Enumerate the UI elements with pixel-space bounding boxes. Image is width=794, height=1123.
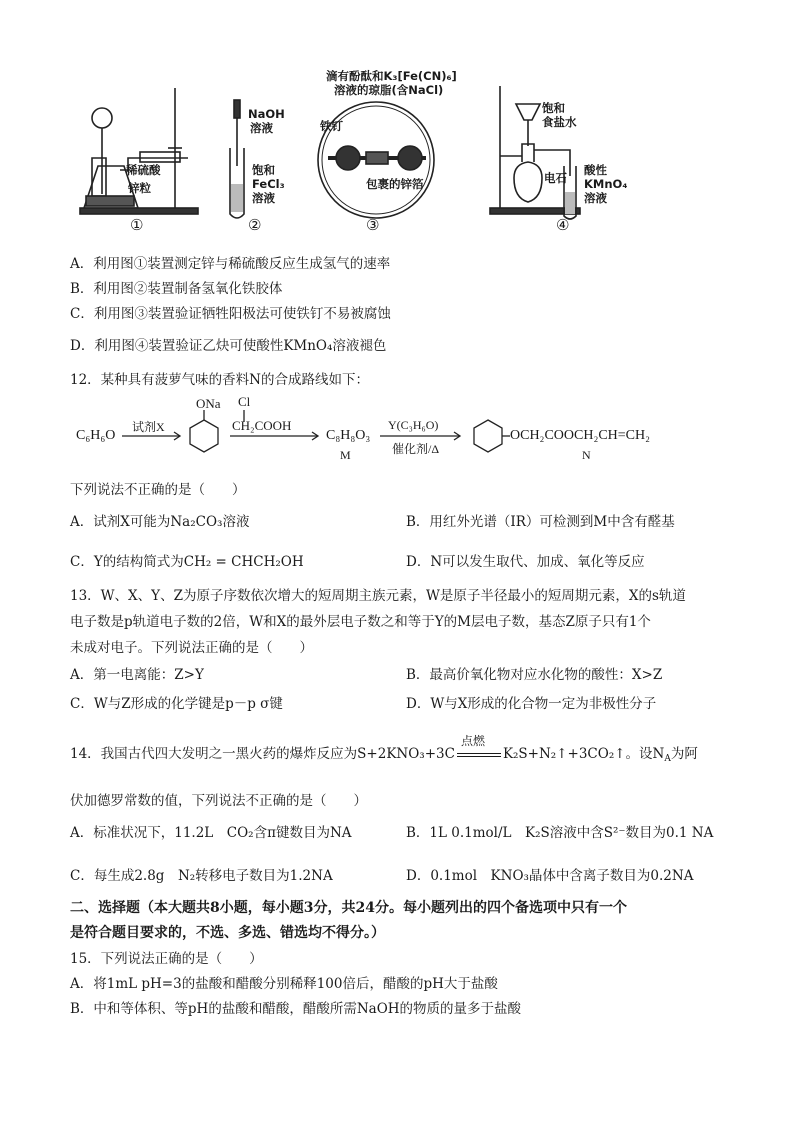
label-iron-nail: 铁钉 [320, 119, 343, 133]
q15-option-b: B．中和等体积、等pH的盐酸和醋酸，醋酸所需NaOH的物质的量多于盐酸 [70, 1001, 522, 1017]
q12-question: 下列说法不正确的是（ ） [70, 482, 246, 498]
label-zinc-granules: 锌粒 [128, 181, 151, 195]
q14-option-d: D．0.1mol KNO₃晶体中含离子数目为0.2NA [406, 868, 694, 884]
q13-line1: 13．W、X、Y、Z为原子序数依次增大的短周期主族元素，W是原子半径最小的短周期元素，X的s轨道 [70, 588, 686, 604]
scheme-cl: Cl [238, 394, 251, 409]
q13-line2: 电子数是p轨道电子数的2倍，W和X的最外层电子数之和等于Y的M层电子数，基态Z原子只有1个 [70, 614, 651, 630]
scheme-y-reagent: Y(C₃H₆O) [388, 418, 439, 432]
q11-option-a: A．利用图①装置测定锌与稀硫酸反应生成氢气的速率 [70, 256, 391, 272]
q14-condition-wrap [455, 734, 503, 762]
scheme-ona: ONa [196, 396, 221, 411]
q15-option-a: A．将1mL pH=3的盐酸和醋酸分别稀释100倍后，醋酸的pH大于盐酸 [70, 976, 498, 992]
label-naoh-solution: 溶液 [250, 121, 273, 135]
scheme-m-formula: C₈H₈O₃ [326, 428, 371, 443]
label-kmno4: KMnO₄ [584, 177, 628, 191]
scheme-catalyst: 催化剂/Δ [392, 442, 440, 456]
label-kmno4-solution: 溶液 [584, 191, 607, 205]
section2-heading-line2: 是符合题目要求的，不选、多选、错选均不得分。） [70, 925, 385, 941]
figure-number-2: ② [248, 216, 262, 234]
q12-option-c: C．Y的结构简式为CH₂ = CHCH₂OH [70, 554, 304, 570]
q12-option-d: D．N可以发生取代、加成、氧化等反应 [406, 554, 645, 570]
scheme-n-label: N [582, 448, 591, 462]
scheme-m-label: M [340, 448, 351, 462]
q14-line1-end: 为阿 [670, 746, 698, 762]
apparatus-figure [70, 66, 640, 234]
figure-number-3: ③ [366, 216, 380, 234]
q14-line1 [70, 734, 698, 764]
q14-option-b: B．1L 0.1mol/L K₂S溶液中含S²⁻数目为0.1 NA [406, 825, 714, 841]
q11-option-b: B．利用图②装置制备氢氧化铁胶体 [70, 281, 283, 297]
label-saturated: 饱和 [252, 163, 275, 177]
q14-line1-pre: 14．我国古代四大发明之一黑火药的爆炸反应为S+2KNO₃+3C [70, 746, 455, 762]
q14-option-a: A．标准状况下，11.2L CO₂含π键数目为NA [70, 825, 352, 841]
q11-option-c: C．利用图③装置验证牺牲阳极法可使铁钉不易被腐蚀 [70, 306, 391, 322]
label-acidic: 酸性 [584, 163, 607, 177]
q14-line2: 伏加德罗常数的值，下列说法不正确的是（ ） [70, 793, 367, 809]
q15-stem: 15．下列说法正确的是（ ） [70, 951, 263, 967]
label-agar-line1: 滴有酚酞和K₃[Fe(CN)₆] [326, 69, 457, 83]
figure-number-4: ④ [556, 216, 570, 234]
q13-option-a: A．第一电离能：Z>Y [70, 667, 204, 683]
q14-na-subscript: A [664, 754, 671, 764]
label-calcium-carbide: 电石 [544, 171, 567, 185]
label-brine: 食盐水 [542, 115, 577, 129]
scheme-reagent-x: 试剂X [132, 420, 165, 434]
label-dilute-sulfuric-acid: 稀硫酸 [126, 163, 161, 177]
q12-stem: 12．某种具有菠萝气味的香料N的合成路线如下： [70, 372, 369, 388]
label-saturated-brine: 饱和 [542, 101, 565, 115]
label-fecl3-solution: 溶液 [252, 191, 275, 205]
q14-line1-post: K₂S+N₂↑+3CO₂↑。设N [502, 746, 665, 762]
q11-option-d: D．利用图④装置验证乙炔可使酸性KMnO₄溶液褪色 [70, 338, 387, 354]
scheme-n-formula: OCH₂COOCH₂CH=CH₂ [510, 428, 650, 443]
q12-option-b: B．用红外光谱（IR）可检测到M中含有醛基 [406, 514, 675, 530]
q12-synthesis-scheme [70, 394, 710, 468]
label-naoh: NaOH [248, 107, 285, 121]
section2-heading-line1: 二、选择题（本大题共8小题，每小题3分，共24分。每小题列出的四个备选项中只有一个 [70, 900, 627, 916]
q14-equals-sign [457, 753, 501, 757]
q13-line3: 未成对电子。下列说法正确的是（ ） [70, 640, 313, 656]
q13-option-c: C．W与Z形成的化学键是p－p σ键 [70, 696, 283, 712]
q14-option-c: C．每生成2.8g N₂转移电子数目为1.2NA [70, 868, 333, 884]
scheme-ch2cooh: CH₂COOH [232, 418, 292, 433]
label-agar-line2: 溶液的琼脂(含NaCl) [334, 83, 444, 97]
scheme-start-formula: C₆H₆O [76, 428, 116, 443]
label-wrapped-zinc-foil: 包裹的锌箔 [366, 177, 424, 191]
label-fecl3: FeCl₃ [252, 177, 285, 191]
q14-condition: 点燃 [460, 734, 485, 748]
figure-number-1: ① [130, 216, 144, 234]
q13-option-b: B．最高价氧化物对应水化物的酸性：X>Z [406, 667, 663, 683]
q13-option-d: D．W与X形成的化合物一定为非极性分子 [406, 696, 657, 712]
q12-option-a: A．试剂X可能为Na₂CO₃溶液 [70, 514, 250, 530]
